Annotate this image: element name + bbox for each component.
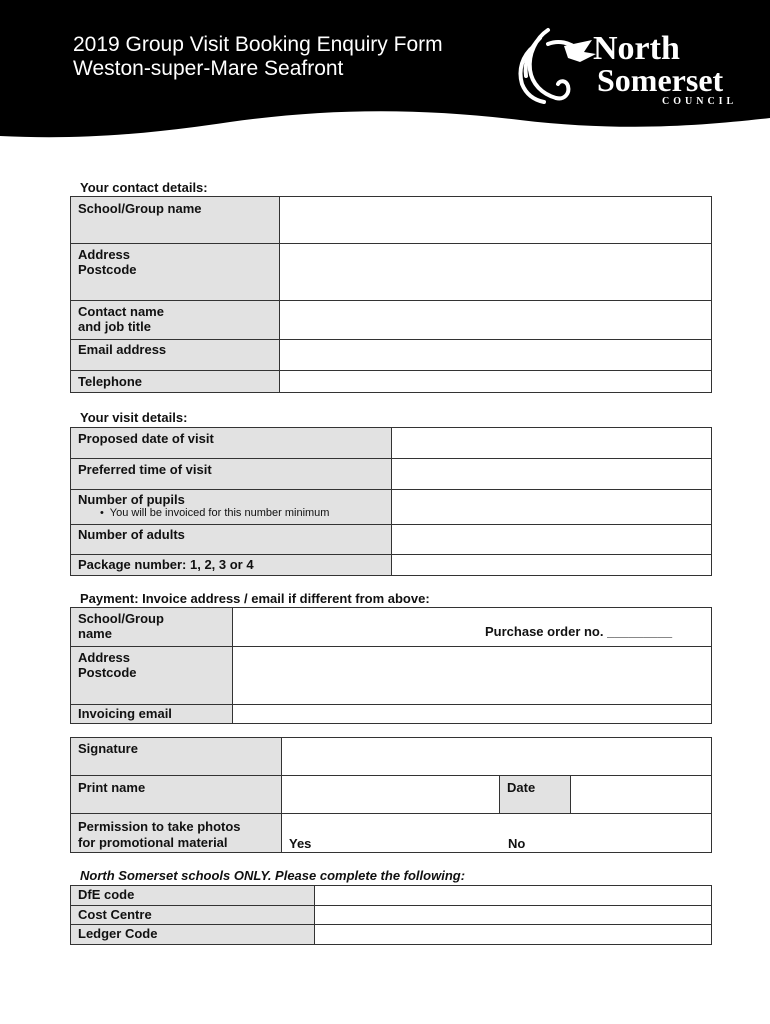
header-banner	[0, 0, 770, 160]
logo-text-somerset: Somerset	[597, 62, 724, 98]
payment-table	[70, 607, 712, 724]
proposed-date-field[interactable]	[392, 428, 712, 459]
postcode-label: Postcode	[78, 262, 137, 277]
payment-school-group-label-line2: name	[78, 626, 112, 641]
ns-schools-table	[70, 885, 712, 945]
payment-address-field[interactable]	[233, 647, 712, 705]
contact-section-heading: Your contact details:	[80, 180, 208, 195]
photo-permission-label-line2: for promotional material	[78, 835, 228, 850]
visit-section-heading: Your visit details:	[80, 410, 188, 425]
proposed-date-label: Proposed date of visit	[78, 431, 214, 446]
number-of-adults-label: Number of adults	[78, 527, 185, 542]
logo-text-north: North	[593, 30, 680, 67]
contact-details-table	[70, 196, 712, 393]
telephone-label: Telephone	[78, 374, 143, 389]
date-label: Date	[507, 780, 536, 795]
number-of-pupils-field[interactable]	[392, 490, 712, 525]
signature-field[interactable]	[282, 738, 712, 776]
address-label: Address	[78, 247, 131, 262]
print-name-label: Print name	[78, 780, 146, 795]
cost-centre-field[interactable]	[315, 906, 712, 925]
payment-address-label: Address	[78, 650, 131, 665]
photo-permission-label-line1: Permission to take photos	[78, 819, 241, 834]
invoicing-email-label: Invoicing email	[78, 706, 172, 721]
telephone-field[interactable]	[280, 371, 712, 393]
ledger-code-field[interactable]	[315, 925, 712, 945]
seahorse-logo-icon	[508, 24, 598, 114]
photo-permission-yes-option[interactable]: Yes	[289, 836, 312, 851]
payment-postcode-label: Postcode	[78, 665, 137, 680]
contact-name-field[interactable]	[280, 301, 712, 340]
invoicing-email-field[interactable]	[233, 705, 712, 724]
school-group-name-field[interactable]	[280, 197, 712, 244]
pupils-invoice-note: • You will be invoiced for this number minimum	[100, 507, 330, 519]
email-label: Email address	[78, 342, 167, 357]
contact-name-label-line2: and job title	[78, 319, 151, 334]
logo-text-council: COUNCIL	[662, 96, 738, 107]
signature-table	[70, 737, 712, 853]
pupils-invoice-note-text: You will be invoiced for this number minimum	[109, 507, 330, 519]
email-field[interactable]	[280, 340, 712, 371]
package-number-label: Package number: 1, 2, 3 or 4	[78, 557, 254, 572]
payment-school-group-label-line1: School/Group	[78, 611, 164, 626]
photo-permission-field	[282, 814, 712, 853]
visit-details-table	[70, 427, 712, 576]
purchase-order-label: Purchase order no. _________	[485, 624, 673, 639]
date-field[interactable]	[571, 776, 712, 814]
contact-name-label-line1: Contact name	[78, 304, 164, 319]
form-subtitle: Weston-super-Mare Seafront	[73, 57, 344, 80]
ns-schools-heading: North Somerset schools ONLY. Please complete the following:	[80, 868, 466, 883]
photo-permission-no-option[interactable]: No	[508, 836, 526, 851]
cost-centre-label: Cost Centre	[78, 907, 152, 922]
package-number-field[interactable]	[392, 555, 712, 576]
payment-school-group-field[interactable]	[233, 608, 712, 647]
signature-label: Signature	[78, 741, 138, 756]
dfe-code-field[interactable]	[315, 886, 712, 906]
dfe-code-label: DfE code	[78, 887, 135, 902]
form-title: 2019 Group Visit Booking Enquiry Form	[73, 33, 443, 56]
address-field[interactable]	[280, 244, 712, 301]
preferred-time-field[interactable]	[392, 459, 712, 490]
number-of-pupils-label: Number of pupils	[78, 492, 185, 507]
school-group-name-label: School/Group name	[78, 201, 202, 216]
number-of-adults-field[interactable]	[392, 525, 712, 555]
preferred-time-label: Preferred time of visit	[78, 462, 212, 477]
payment-section-heading: Payment: Invoice address / email if different from above:	[80, 591, 430, 606]
ledger-code-label: Ledger Code	[78, 926, 158, 941]
print-name-field[interactable]	[282, 776, 500, 814]
